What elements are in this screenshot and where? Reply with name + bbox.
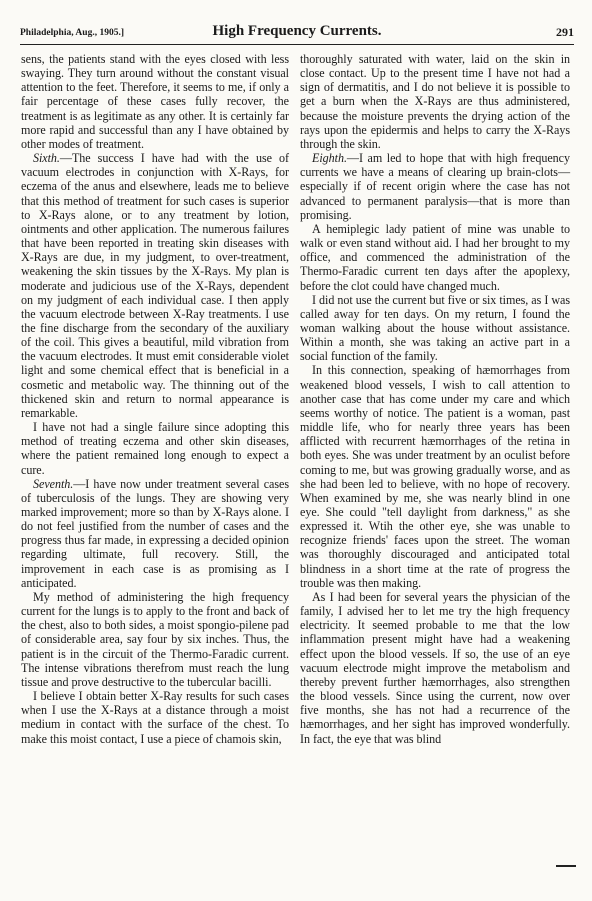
right-column	[300, 52, 570, 746]
paragraph	[300, 293, 570, 364]
section-lead: Eighth.	[312, 151, 347, 166]
paragraph-text: I have not had a single failure since adopting this method of treating eczema and other skin diseases, where the patient remained long enough to expect a cure.	[21, 420, 289, 477]
paragraph-text: I believe I obtain better X-Ray results for such cases when I use the X-Rays at a distance through a moist medium in contact with the surface of the chest. To make this moist contact, I use a piece of chamois skin,	[21, 689, 289, 746]
paragraph	[21, 420, 289, 477]
paragraph	[300, 590, 570, 746]
paragraph-text: —The success I have had with the use of vacuum electrodes in conjunction with X-Rays, for eczema of the anus and elsewhere, leads me to believe that this method of treatment for such cases is superior to X-Rays alone, or to any treatment by lotion, ointments and other application. The numerous failures that have been reported in treating skin diseases with X-Rays are due, in my judgment, to over-treatment, weakening the skin tissues by the X-Rays. My plan is moderate and judicious use of the X-Rays, dependent on my judgment of each individual case. I then apply the vacuum electrode between X-Ray treatments. I use the fine discharge from the secondary of the auxiliary of the coil. This gives a beautiful, mild vibration from the vacuum electrodes. It must emit considerable violet light and some chemical effect that is beneficial in a cosmetic and metabolic way. The thinning out of the thickened skin and return to normal appearance is remarkable.	[21, 151, 289, 420]
page-number: 291	[556, 25, 574, 39]
section-lead: Seventh.	[33, 476, 74, 491]
page-header	[20, 22, 574, 45]
paragraph	[300, 363, 570, 590]
paragraph-text: sens, the patients stand with the eyes closed with less swaying. They turn around without the constant visual attention to the feet. Therefore, it seems to me, if only a fair percentage of these cases fully recover, the treatment is as legitimate as any other. It is certainly far more rapid and successful than any I have obtained by other modes of treatment.	[21, 52, 289, 151]
page-end-rule	[556, 865, 576, 867]
paragraph	[21, 151, 289, 420]
header-dateline: Philadelphia, Aug., 1905.]	[20, 28, 124, 38]
paragraph	[21, 477, 289, 590]
left-column	[21, 52, 289, 746]
paragraph	[300, 222, 570, 293]
paragraph-text: My method of administering the high frequency current for the lungs is to apply to the front and back of the chest, also to both sides, a moist spongio-pilene pad of considerable area, say four by six inches. Thus, the patient is in the circuit of the Thermo-Faradic current. The intense vibrations therefrom must reach the lung tissue and prove destructive to the tubercular bacilli.	[21, 589, 289, 689]
paragraph-text: —I am led to hope that with high frequency currents we have a means of clearing up brain-clots—especially if of recent origin where the case has not advanced to permanent paralysis—that is more than promising.	[300, 151, 570, 222]
paragraph-text: I did not use the current but five or six times, as I was called away for ten days. On my return, I found the woman walking about the house without assistance. Within a month, she was taking an active part in a social function of the family.	[300, 292, 570, 364]
paragraph-text: A hemiplegic lady patient of mine was unable to walk or even stand without aid. I had her brought to my office, and commenced the administration of the Thermo-Faradic current ten days after the apoplexy, before the clot could have changed much.	[300, 221, 570, 293]
paragraph	[300, 151, 570, 222]
paragraph	[21, 689, 289, 746]
paragraph-text: —I have now under treatment several cases of tuberculosis of the lungs. They are showing very marked improvement; more so than by X-Rays alone. I do not feel justified from the number of cases and the progress thus far made, in expressing a decided opinion regarding ultimate, full recovery. Still, the improvement in each case is as promising as I anticipated.	[21, 476, 289, 590]
running-title: High Frequency Currents.	[212, 23, 382, 39]
section-lead: Sixth.	[33, 151, 60, 166]
paragraph	[21, 590, 289, 689]
paragraph-text: thoroughly saturated with water, laid on the skin in close contact. Up to the present time I have not had a sign of dermatitis, and I do not believe it is possible to get a burn when the X-Rays are thus administered, because the moisture prevents the drying action of the rays upon the epidermis and helps to carry the X-Rays through the skin.	[300, 52, 570, 151]
paragraph-text: As I had been for several years the physician of the family, I advised her to let me try the high frequency electricity. It seemed probable to me that the low inflammation present might have had a weakening effect upon the blood vessels. If so, the use of an eye vacuum electrode might improve the metabolism and thereby prevent further hæmorrhages, also strengthen the blood vessels. Since using the current, now over five months, she has not had a recurrence of the hæmorrhages, and her sight has improved wonderfully. In fact, the eye that was blind	[300, 589, 570, 746]
paragraph	[300, 52, 570, 151]
paragraph-text: In this connection, speaking of hæmorrhages from weakened blood vessels, I wish to call attention to another case that has come under my care and which seems worthy of notice. The patient is a woman, past middle life, who for nearly three years has been afflicted with recurrent hæmorrhages of the retina in both eyes. She was under treatment by an oculist before coming to me, but was growing gradually worse, and as she had been led to believe, with no hope of recovery. When examined by me, she was nearly blind in one eye. She could "tell daylight from darkness," as she expressed it. Wtih the other eye, she was unable to recognize friends' faces upon the street. The woman was thoroughly discouraged and anticipated total blindness in a short time at the rate of progress the trouble was then making.	[300, 363, 570, 590]
paragraph	[21, 52, 289, 151]
